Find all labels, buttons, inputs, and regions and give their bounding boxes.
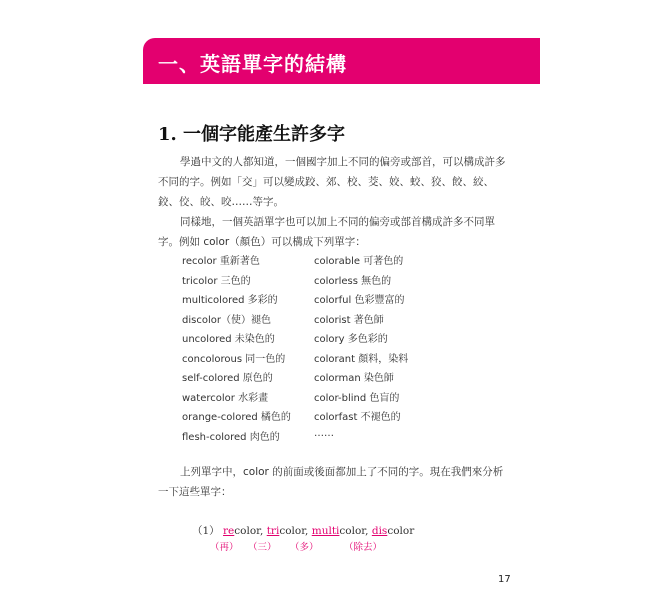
word-rest: color [387,525,415,537]
paragraph-1: 學過中文的人都知道，一個國字加上不同的偏旁或部首，可以構成許多不同的字。例如「交」可以變成跤、郊、校、茭、姣、蛟、狡、餃、絞、鉸、佼、皎、咬……等字。 [158,156,506,208]
word-list-item: self-colored 原色的 [182,373,273,384]
prefix: dis [371,525,388,537]
section-title: 1. 一個字能產生許多字 [158,124,346,145]
page-number: 17 [498,574,511,585]
word-list-item: colorfast 不褪色的 [314,412,401,423]
word-rest: color, [339,525,369,537]
word-rest: color, [234,525,264,537]
example-word-1 [223,525,263,537]
word-list-item: tricolor 三色的 [182,275,251,287]
chapter-title: 一、英語單字的結構 [158,52,347,76]
prefix: re [223,525,235,537]
word-list-item: concolorous 同一色的 [182,353,286,365]
example-number: （1） [192,525,220,537]
example-line [192,523,414,538]
word-list-item: recolor 重新著色 [182,256,260,267]
example-word-4 [372,525,414,537]
word-list-item: flesh-colored 肉色的 [182,431,280,443]
example-word-2 [267,525,309,537]
word-list-item: uncolored 未染色的 [182,334,275,345]
word-list-item: colorant 顏料，染料 [314,353,409,365]
example-word-3 [312,525,369,537]
gloss-3: （多） [290,542,319,553]
word-list-item: colorless 無色的 [314,275,392,287]
prefix: tri [266,525,280,537]
word-list-item: colorman 染色師 [314,373,394,384]
word-list-item: colorist 著色師 [314,314,384,326]
gloss-1: （再） [210,542,239,553]
word-list-item: multicolored 多彩的 [182,295,278,306]
word-list-item: discolor（使）褪色 [182,314,271,326]
word-list-item: orange-colored 橘色的 [182,412,291,423]
word-list-item: watercolor 水彩畫 [182,392,269,404]
word-list-item: …… [314,427,334,439]
gloss-4: （除去） [344,542,383,553]
prefix: multi [311,525,340,537]
paragraph-2: 同樣地，一個英語單字也可以加上不同的偏旁或部首構成許多不同單字。例如 color（顏色）可以構成下列單字： [158,216,495,248]
word-list-item: colory 多色彩的 [314,334,388,345]
word-rest: color, [279,525,309,537]
gloss-2: （三） [248,542,277,553]
paragraph-3: 上列單字中，color 的前面或後面都加上了不同的字。現在我們來分析一下這些單字： [158,466,504,498]
word-list-item: color-blind 色盲的 [314,392,400,404]
word-list-item: colorable 可著色的 [314,256,404,267]
word-list-item: colorful 色彩豐富的 [314,295,405,306]
